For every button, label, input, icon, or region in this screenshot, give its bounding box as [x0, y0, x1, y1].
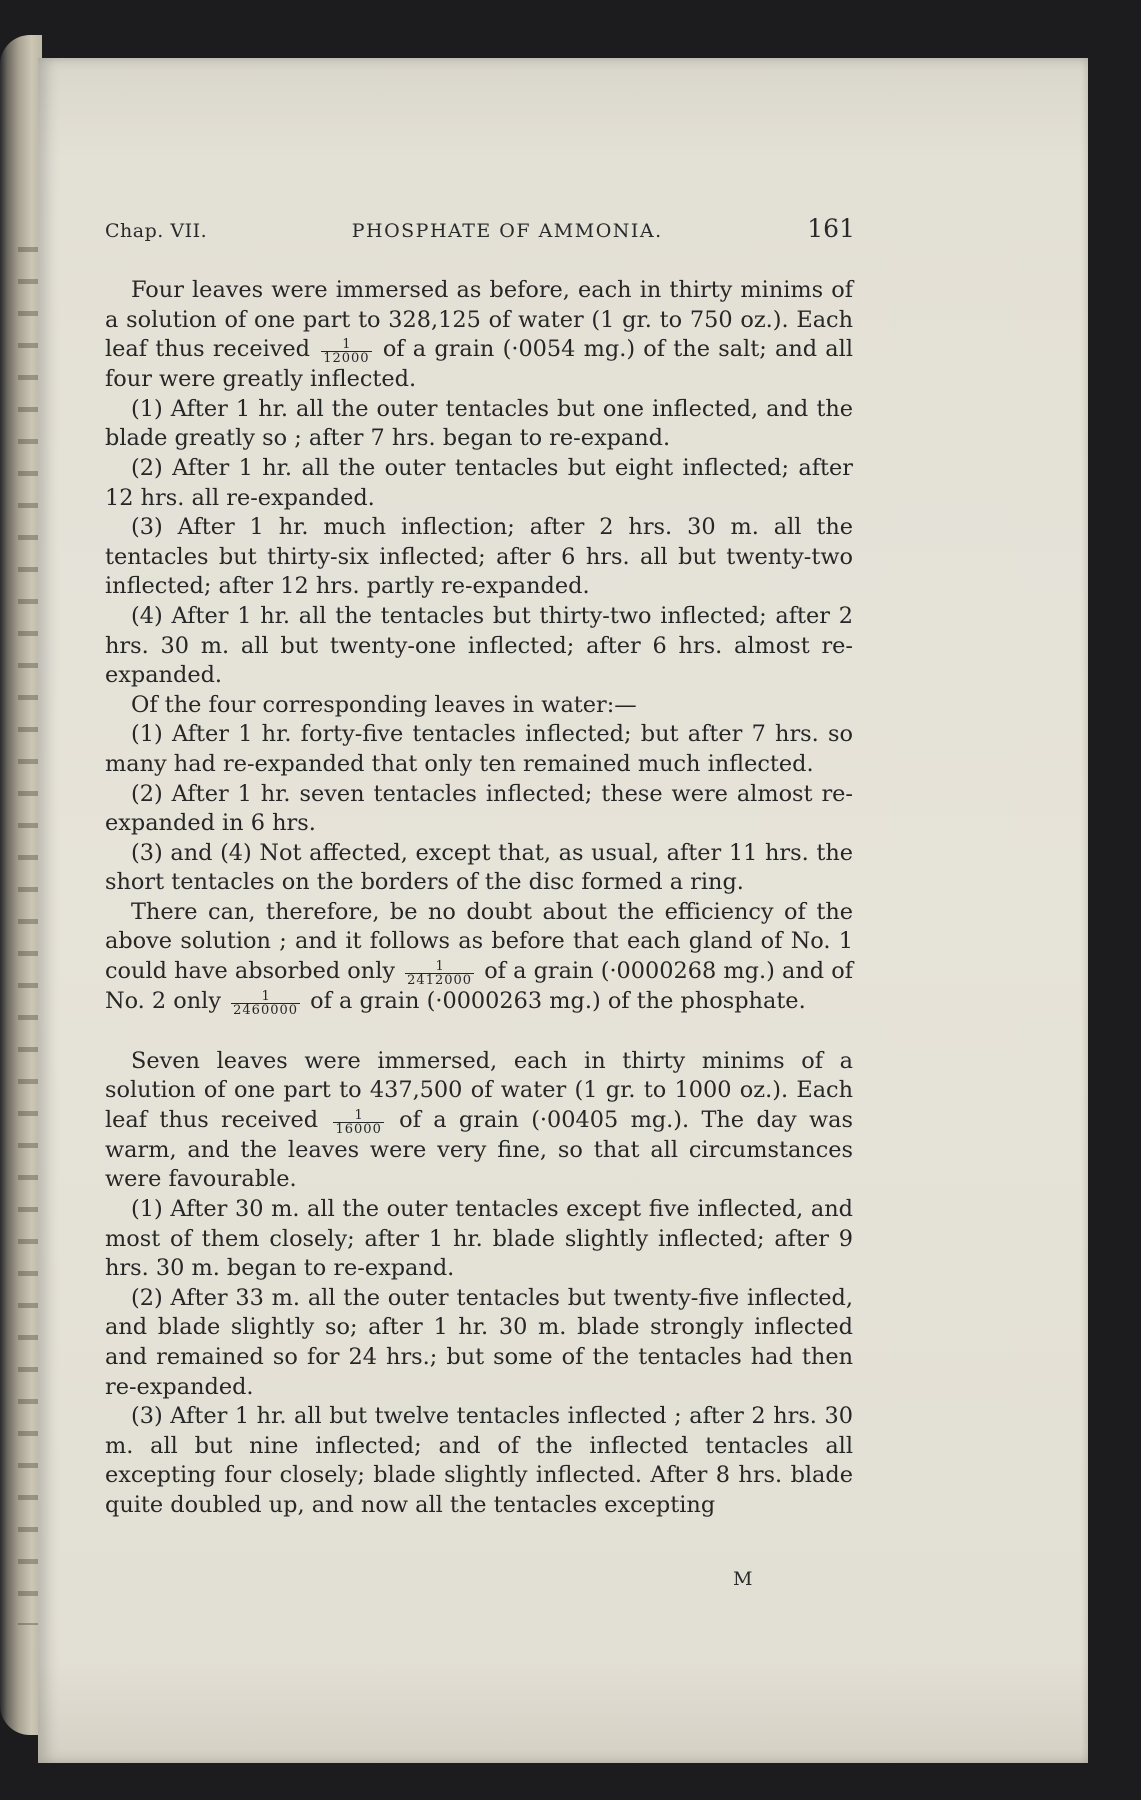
signature-mark: M — [733, 1568, 754, 1590]
fraction: $\frac{1}{2412000}$ — [407, 959, 473, 989]
paragraph: (1) After 1 hr. all the outer tentacles but one inflected, and the blade greatly so ; after 7 hrs. began to re-expand. — [105, 395, 853, 452]
paragraph: (3) After 1 hr. all but twelve tentacles inflected ; after 2 hrs. 30 m. all but nine inflected; and of the inflected tentacles all excepting four closely; blade slightly inflected. After 8 hrs. blade quite doubled up, and now all the tentacles excepting — [105, 1403, 853, 1518]
paragraph: (3) and (4) Not affected, except that, as usual, after 11 hrs. the short tentacles on the borders of the disc formed a ring. — [105, 839, 853, 896]
adjacent-page-text — [18, 225, 40, 1625]
paragraph: (2) After 1 hr. all the outer tentacles but eight inflected; after 12 hrs. all re-expanded. — [105, 454, 853, 511]
paragraph: Of the four corresponding leaves in water:— — [131, 691, 637, 718]
chapter-label: Chap. VII. — [105, 220, 208, 242]
running-title: PHOSPHATE OF AMMONIA. — [351, 220, 663, 242]
paragraph: Four leaves were immersed as before, each in thirty minims of a solution of one part to 328,125 of water (1 gr. to 750 oz.). Each leaf thus received $\frac{1}{12000}$ of a grain (·0054 mg.) of the salt; and all four were greatly inflected. — [105, 277, 853, 393]
fraction: $\frac{1}{2460000}$ — [233, 989, 299, 1019]
paragraph: Seven leaves were immersed, each in thirty minims of a solution of one part to 437,500 of water (1 gr. to 1000 oz.). Each leaf thus received $\frac{1}{16000}$ of a grain (·00405 mg.). The day was warm, and the leaves were very fine, so that all circumstances were favourable. — [105, 1047, 854, 1193]
book-page-edge — [0, 35, 42, 1735]
paragraph: (3) After 1 hr. much inflection; after 2 hrs. 30 m. all the tentacles but thirty-six inflected; after 6 hrs. all but twenty-two inflected; after 12 hrs. partly re-expanded. — [105, 514, 853, 600]
fraction: $\frac{1}{12000}$ — [323, 337, 370, 367]
paragraph: There can, therefore, be no doubt about the efficiency of the above solution ; and it follows as before that each gland of No. 1 could have absorbed only $\frac{1}{2412000}$ of a grain (·0000268 mg.) and of No. 2 only $\frac{1}{2460000}$ of a grain (·0000263 mg.) of the phosphate. — [105, 898, 853, 1019]
body-text — [105, 276, 853, 1521]
page-number: 161 — [807, 214, 855, 243]
running-header — [105, 214, 855, 243]
paragraph: (2) After 1 hr. seven tentacles inflected; these were almost re-expanded in 6 hrs. — [105, 780, 853, 837]
fraction: $\frac{1}{16000}$ — [335, 1107, 382, 1137]
paragraph: (1) After 1 hr. forty-five tentacles inflected; but after 7 hrs. so many had re-expanded that only ten remained much inflected. — [105, 721, 853, 777]
paragraph: (2) After 33 m. all the outer tentacles but twenty-five inflected, and blade slightly so; after 1 hr. 30 m. blade strongly inflected and remained so for 24 hrs.; but some of the tentacles had then re-expanded. — [105, 1284, 853, 1400]
paragraph: (1) After 30 m. all the outer tentacles except five inflected, and most of them closely; after 1 hr. blade slightly inflected; after 9 hrs. 30 m. began to re-expand. — [105, 1196, 853, 1282]
paragraph: (4) After 1 hr. all the tentacles but thirty-two inflected; after 2 hrs. 30 m. all but twenty-one inflected; after 6 hrs. almost re-expanded. — [105, 602, 853, 689]
